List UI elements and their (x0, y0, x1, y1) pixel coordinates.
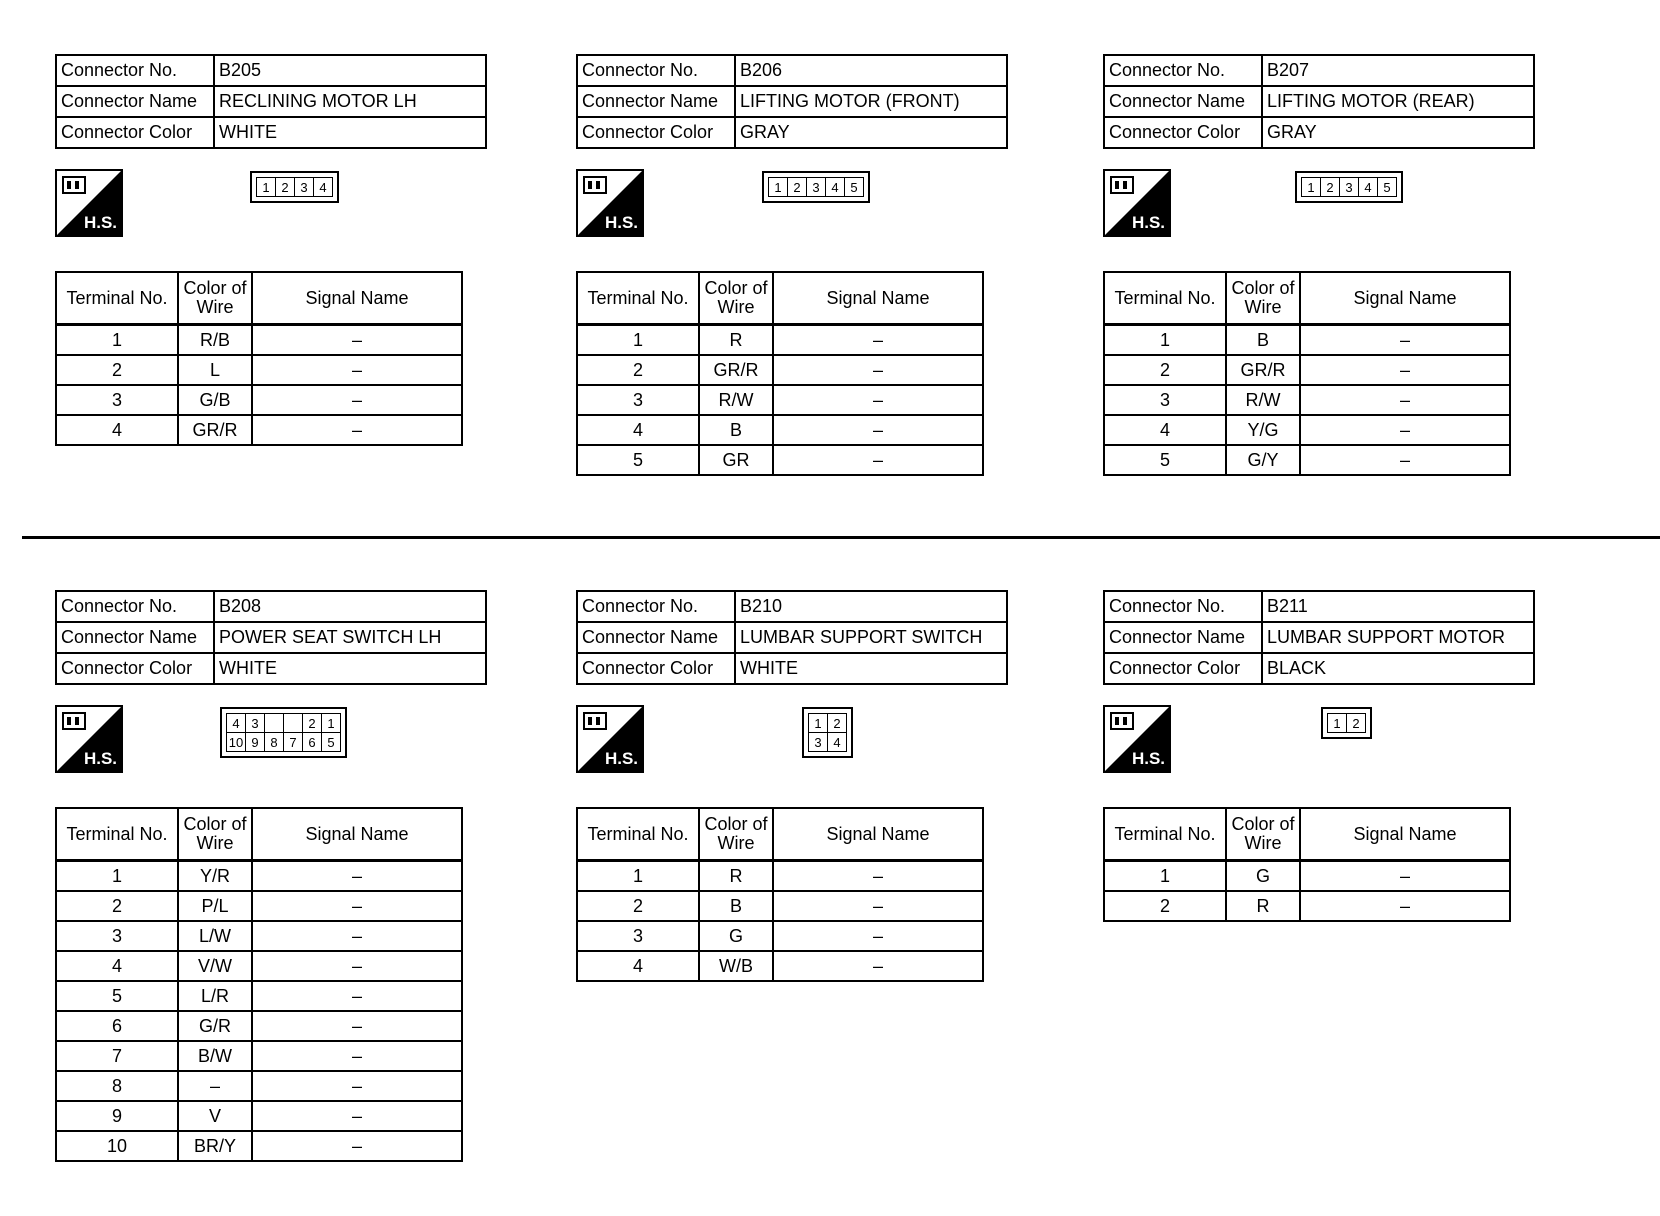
wire-color-cell: R/W (699, 385, 773, 415)
wire-color-cell: B (1226, 325, 1300, 356)
terminal-no-header: Terminal No. (1104, 272, 1226, 325)
table-row (1104, 445, 1510, 475)
signal-name-header: Signal Name (773, 272, 983, 325)
connector-face-icon (220, 707, 347, 758)
terminal-no-header: Terminal No. (577, 808, 699, 861)
signal-name-header: Signal Name (1300, 272, 1510, 325)
connector-color-row (1104, 117, 1534, 148)
hs-label: H.S. (83, 213, 117, 232)
signal-name-header: Signal Name (773, 808, 983, 861)
wire-color-header-line2: Wire (717, 297, 755, 317)
connector-color-value: GRAY (1262, 117, 1534, 148)
terminal-table-header (56, 272, 462, 325)
harness-side-icon (55, 169, 123, 237)
terminal-table (1103, 807, 1511, 922)
connector-no-row (56, 591, 486, 622)
wire-color-cell: B/W (178, 1041, 252, 1071)
table-row (56, 325, 462, 356)
connector-figure-row (55, 685, 555, 807)
signal-name-cell: – (252, 1131, 462, 1161)
connector-color-row (1104, 653, 1534, 684)
terminal-no-cell: 7 (56, 1041, 178, 1071)
connector-figure-row (55, 149, 555, 271)
connector-name-value: LIFTING MOTOR (REAR) (1262, 86, 1534, 117)
wire-color-header (1226, 808, 1300, 861)
pin-cell (265, 714, 284, 733)
signal-name-cell: – (773, 891, 983, 921)
table-row (577, 325, 983, 356)
connector-face-icon (250, 171, 339, 203)
wire-color-cell: BR/Y (178, 1131, 252, 1161)
wire-color-cell: GR/R (178, 415, 252, 445)
wire-color-header-line1: Color of (183, 814, 247, 834)
terminal-no-cell: 1 (577, 861, 699, 892)
wire-color-cell: W/B (699, 951, 773, 981)
pin-cell: 3 (809, 733, 828, 752)
terminal-no-header: Terminal No. (56, 808, 178, 861)
terminal-no-cell: 4 (56, 415, 178, 445)
pin-row (769, 178, 864, 197)
connector-no-label: Connector No. (577, 591, 735, 622)
wire-color-cell: Y/G (1226, 415, 1300, 445)
connector-color-row (56, 117, 486, 148)
signal-name-cell: – (252, 921, 462, 951)
terminal-no-cell: 4 (56, 951, 178, 981)
pin-cell: 1 (1328, 714, 1347, 733)
connector-color-label: Connector Color (577, 653, 735, 684)
signal-name-cell: – (252, 891, 462, 921)
harness-side-icon (55, 705, 123, 773)
connector-block (1103, 54, 1603, 476)
pin-cell: 2 (303, 714, 322, 733)
connector-name-row (1104, 622, 1534, 653)
terminal-no-cell: 1 (1104, 861, 1226, 892)
wire-color-header-line2: Wire (1244, 297, 1282, 317)
connector-name-label: Connector Name (577, 622, 735, 653)
signal-name-header: Signal Name (252, 272, 462, 325)
table-row (577, 891, 983, 921)
terminal-no-cell: 5 (1104, 445, 1226, 475)
wire-color-cell: R (699, 861, 773, 892)
wire-color-header (178, 272, 252, 325)
terminal-table-header (56, 808, 462, 861)
signal-name-cell: – (1300, 861, 1510, 892)
wire-color-cell: R/B (178, 325, 252, 356)
terminal-no-cell: 9 (56, 1101, 178, 1131)
signal-name-cell: – (252, 951, 462, 981)
connector-color-label: Connector Color (56, 117, 214, 148)
terminal-no-cell: 4 (1104, 415, 1226, 445)
pin-layout (1327, 713, 1366, 733)
pin-cell: 5 (845, 178, 864, 197)
terminal-no-cell: 1 (577, 325, 699, 356)
connector-color-value: GRAY (735, 117, 1007, 148)
pin-cell: 5 (1378, 178, 1397, 197)
table-row (1104, 861, 1510, 892)
signal-name-cell: – (252, 861, 462, 892)
connector-figure-row (1103, 685, 1603, 807)
connector-color-label: Connector Color (577, 117, 735, 148)
connector-name-row (56, 622, 486, 653)
connector-no-label: Connector No. (577, 55, 735, 86)
connector-no-value: B206 (735, 55, 1007, 86)
wire-color-cell: R (1226, 891, 1300, 921)
terminal-table (55, 807, 463, 1162)
table-row (56, 415, 462, 445)
pin-layout (226, 713, 341, 752)
terminal-no-cell: 4 (577, 951, 699, 981)
terminal-no-cell: 5 (56, 981, 178, 1011)
terminal-no-header: Terminal No. (577, 272, 699, 325)
connector-name-value: POWER SEAT SWITCH LH (214, 622, 486, 653)
wire-color-cell: V/W (178, 951, 252, 981)
pin-cell: 9 (246, 733, 265, 752)
pin-cell: 4 (227, 714, 246, 733)
table-row (56, 1071, 462, 1101)
wire-color-cell: L/R (178, 981, 252, 1011)
terminal-no-cell: 2 (56, 891, 178, 921)
wire-color-header-line1: Color of (704, 814, 768, 834)
signal-name-cell: – (252, 1041, 462, 1071)
connector-no-value: B208 (214, 591, 486, 622)
connector-name-row (56, 86, 486, 117)
terminal-no-cell: 10 (56, 1131, 178, 1161)
pin-cell: 7 (284, 733, 303, 752)
hs-label: H.S. (1131, 213, 1165, 232)
harness-side-icon (1103, 169, 1171, 237)
pin-row (1328, 714, 1366, 733)
wire-color-header-line1: Color of (1231, 814, 1295, 834)
terminal-table (576, 271, 984, 476)
table-row (56, 951, 462, 981)
wire-color-cell: B (699, 415, 773, 445)
connector-color-row (577, 653, 1007, 684)
table-row (1104, 415, 1510, 445)
pin-row (809, 714, 847, 733)
pin-row (1302, 178, 1397, 197)
pin-cell: 4 (314, 178, 333, 197)
pin-cell: 2 (788, 178, 807, 197)
table-row (56, 385, 462, 415)
table-row (577, 415, 983, 445)
wire-color-header-line2: Wire (717, 833, 755, 853)
table-row (56, 1101, 462, 1131)
signal-name-cell: – (1300, 445, 1510, 475)
wire-color-header (1226, 272, 1300, 325)
connector-no-row (577, 55, 1007, 86)
connector-color-label: Connector Color (1104, 653, 1262, 684)
signal-name-cell: – (1300, 415, 1510, 445)
pin-cell (284, 714, 303, 733)
pin-layout (256, 177, 333, 197)
pin-row (257, 178, 333, 197)
connector-color-row (577, 117, 1007, 148)
connector-name-label: Connector Name (56, 622, 214, 653)
connector-name-label: Connector Name (1104, 86, 1262, 117)
connector-info-table (1103, 54, 1535, 149)
terminal-no-cell: 6 (56, 1011, 178, 1041)
table-row (56, 891, 462, 921)
wire-color-header-line1: Color of (704, 278, 768, 298)
signal-name-cell: – (1300, 325, 1510, 356)
connector-no-row (56, 55, 486, 86)
connector-name-value: LIFTING MOTOR (FRONT) (735, 86, 1007, 117)
terminal-no-cell: 5 (577, 445, 699, 475)
signal-name-cell: – (773, 861, 983, 892)
wire-color-cell: V (178, 1101, 252, 1131)
table-row (577, 861, 983, 892)
terminal-no-cell: 2 (1104, 891, 1226, 921)
terminal-no-cell: 1 (56, 325, 178, 356)
table-row (56, 861, 462, 892)
wire-color-cell: G (1226, 861, 1300, 892)
connector-figure-row (576, 685, 1076, 807)
connector-no-value: B210 (735, 591, 1007, 622)
signal-name-cell: – (773, 415, 983, 445)
connector-figure-row (1103, 149, 1603, 271)
wire-color-header (699, 808, 773, 861)
pin-cell: 3 (1340, 178, 1359, 197)
connector-name-row (577, 86, 1007, 117)
signal-name-header: Signal Name (1300, 808, 1510, 861)
terminal-no-header: Terminal No. (56, 272, 178, 325)
pin-cell: 1 (809, 714, 828, 733)
connector-color-value: WHITE (735, 653, 1007, 684)
pin-cell: 3 (807, 178, 826, 197)
pin-cell: 2 (1347, 714, 1366, 733)
terminal-no-cell: 4 (577, 415, 699, 445)
pin-row (227, 733, 341, 752)
wire-color-cell: B (699, 891, 773, 921)
connector-no-row (1104, 591, 1534, 622)
terminal-table-header (577, 272, 983, 325)
pin-cell: 6 (303, 733, 322, 752)
connector-name-value: LUMBAR SUPPORT MOTOR (1262, 622, 1534, 653)
table-row (577, 951, 983, 981)
connector-no-label: Connector No. (56, 591, 214, 622)
terminal-no-cell: 3 (1104, 385, 1226, 415)
signal-name-cell: – (252, 385, 462, 415)
pin-cell: 2 (276, 178, 295, 197)
connector-no-label: Connector No. (1104, 591, 1262, 622)
table-row (56, 1041, 462, 1071)
pin-cell: 1 (322, 714, 341, 733)
wire-color-cell: – (178, 1071, 252, 1101)
terminal-table (55, 271, 463, 446)
connector-face-icon (1295, 171, 1403, 203)
signal-name-cell: – (773, 445, 983, 475)
wire-color-cell: GR/R (1226, 355, 1300, 385)
connector-face-icon (1321, 707, 1372, 739)
pin-cell: 3 (295, 178, 314, 197)
table-row (1104, 325, 1510, 356)
terminal-no-cell: 2 (577, 891, 699, 921)
wire-color-header (699, 272, 773, 325)
connector-no-row (1104, 55, 1534, 86)
pin-cell: 4 (1359, 178, 1378, 197)
connector-info-table (55, 590, 487, 685)
wire-color-cell: G/Y (1226, 445, 1300, 475)
connector-name-row (1104, 86, 1534, 117)
connector-color-label: Connector Color (1104, 117, 1262, 148)
pin-cell: 2 (828, 714, 847, 733)
table-row (1104, 355, 1510, 385)
wire-color-cell: G (699, 921, 773, 951)
connector-name-label: Connector Name (1104, 622, 1262, 653)
connector-block (576, 54, 1076, 476)
signal-name-cell: – (252, 981, 462, 1011)
connector-name-value: RECLINING MOTOR LH (214, 86, 486, 117)
pin-layout (768, 177, 864, 197)
connector-no-label: Connector No. (1104, 55, 1262, 86)
wire-color-cell: G/R (178, 1011, 252, 1041)
signal-name-cell: – (773, 355, 983, 385)
signal-name-cell: – (773, 325, 983, 356)
signal-name-cell: – (773, 385, 983, 415)
terminal-no-cell: 3 (56, 921, 178, 951)
connector-face-icon (802, 707, 853, 758)
connector-no-value: B207 (1262, 55, 1534, 86)
connector-color-value: BLACK (1262, 653, 1534, 684)
wire-color-cell: GR/R (699, 355, 773, 385)
table-row (56, 1011, 462, 1041)
terminal-no-cell: 1 (56, 861, 178, 892)
connector-name-row (577, 622, 1007, 653)
signal-name-cell: – (1300, 891, 1510, 921)
hs-label: H.S. (83, 749, 117, 768)
signal-name-cell: – (252, 415, 462, 445)
terminal-table-header (1104, 272, 1510, 325)
pin-cell: 8 (265, 733, 284, 752)
terminal-table-header (1104, 808, 1510, 861)
pin-cell: 5 (322, 733, 341, 752)
signal-name-cell: – (252, 1071, 462, 1101)
connector-color-value: WHITE (214, 117, 486, 148)
signal-name-cell: – (1300, 355, 1510, 385)
table-row (577, 921, 983, 951)
section-divider (22, 536, 1660, 539)
connector-color-label: Connector Color (56, 653, 214, 684)
table-row (56, 1131, 462, 1161)
wire-color-cell: R/W (1226, 385, 1300, 415)
harness-side-icon (576, 705, 644, 773)
connector-block (55, 54, 555, 446)
connector-color-value: WHITE (214, 653, 486, 684)
pin-layout (808, 713, 847, 752)
terminal-no-cell: 2 (56, 355, 178, 385)
connector-block (576, 590, 1076, 982)
pin-layout (1301, 177, 1397, 197)
pin-row (809, 733, 847, 752)
pin-cell: 10 (227, 733, 246, 752)
wire-color-header-line2: Wire (1244, 833, 1282, 853)
connector-no-label: Connector No. (56, 55, 214, 86)
harness-side-icon (576, 169, 644, 237)
connector-info-table (55, 54, 487, 149)
terminal-no-cell: 8 (56, 1071, 178, 1101)
hs-label: H.S. (604, 213, 638, 232)
wire-color-cell: P/L (178, 891, 252, 921)
table-row (56, 355, 462, 385)
connector-figure-row (576, 149, 1076, 271)
connector-no-value: B205 (214, 55, 486, 86)
terminal-no-cell: 3 (577, 921, 699, 951)
hs-label: H.S. (604, 749, 638, 768)
pin-cell: 1 (257, 178, 276, 197)
terminal-table (1103, 271, 1511, 476)
pin-cell: 2 (1321, 178, 1340, 197)
wire-color-cell: R (699, 325, 773, 356)
wire-color-header-line1: Color of (1231, 278, 1295, 298)
connector-info-table (576, 590, 1008, 685)
connector-info-table (576, 54, 1008, 149)
terminal-no-cell: 1 (1104, 325, 1226, 356)
pin-cell: 4 (826, 178, 845, 197)
connector-name-label: Connector Name (577, 86, 735, 117)
pin-cell: 3 (246, 714, 265, 733)
signal-name-cell: – (252, 1101, 462, 1131)
hs-label: H.S. (1131, 749, 1165, 768)
signal-name-header: Signal Name (252, 808, 462, 861)
connector-color-row (56, 653, 486, 684)
connector-block (55, 590, 555, 1162)
pin-row (227, 714, 341, 733)
table-row (1104, 891, 1510, 921)
connector-face-icon (762, 171, 870, 203)
connector-no-value: B211 (1262, 591, 1534, 622)
pin-cell: 1 (1302, 178, 1321, 197)
wire-color-cell: G/B (178, 385, 252, 415)
table-row (577, 445, 983, 475)
table-row (56, 921, 462, 951)
terminal-no-cell: 3 (577, 385, 699, 415)
signal-name-cell: – (252, 355, 462, 385)
connector-no-row (577, 591, 1007, 622)
terminal-no-header: Terminal No. (1104, 808, 1226, 861)
wire-color-header-line2: Wire (196, 833, 234, 853)
signal-name-cell: – (252, 1011, 462, 1041)
table-row (56, 981, 462, 1011)
wire-color-cell: L/W (178, 921, 252, 951)
connector-info-table (1103, 590, 1535, 685)
connector-name-value: LUMBAR SUPPORT SWITCH (735, 622, 1007, 653)
pin-cell: 1 (769, 178, 788, 197)
wire-color-header (178, 808, 252, 861)
table-row (577, 355, 983, 385)
table-row (1104, 385, 1510, 415)
wire-color-header-line2: Wire (196, 297, 234, 317)
terminal-no-cell: 2 (1104, 355, 1226, 385)
terminal-no-cell: 2 (577, 355, 699, 385)
signal-name-cell: – (773, 951, 983, 981)
wire-color-cell: GR (699, 445, 773, 475)
signal-name-cell: – (1300, 385, 1510, 415)
signal-name-cell: – (773, 921, 983, 951)
wire-color-cell: Y/R (178, 861, 252, 892)
table-row (577, 385, 983, 415)
wire-color-cell: L (178, 355, 252, 385)
connector-name-label: Connector Name (56, 86, 214, 117)
wire-color-header-line1: Color of (183, 278, 247, 298)
pin-cell: 4 (828, 733, 847, 752)
connector-block (1103, 590, 1603, 922)
terminal-table (576, 807, 984, 982)
harness-side-icon (1103, 705, 1171, 773)
terminal-no-cell: 3 (56, 385, 178, 415)
terminal-table-header (577, 808, 983, 861)
signal-name-cell: – (252, 325, 462, 356)
